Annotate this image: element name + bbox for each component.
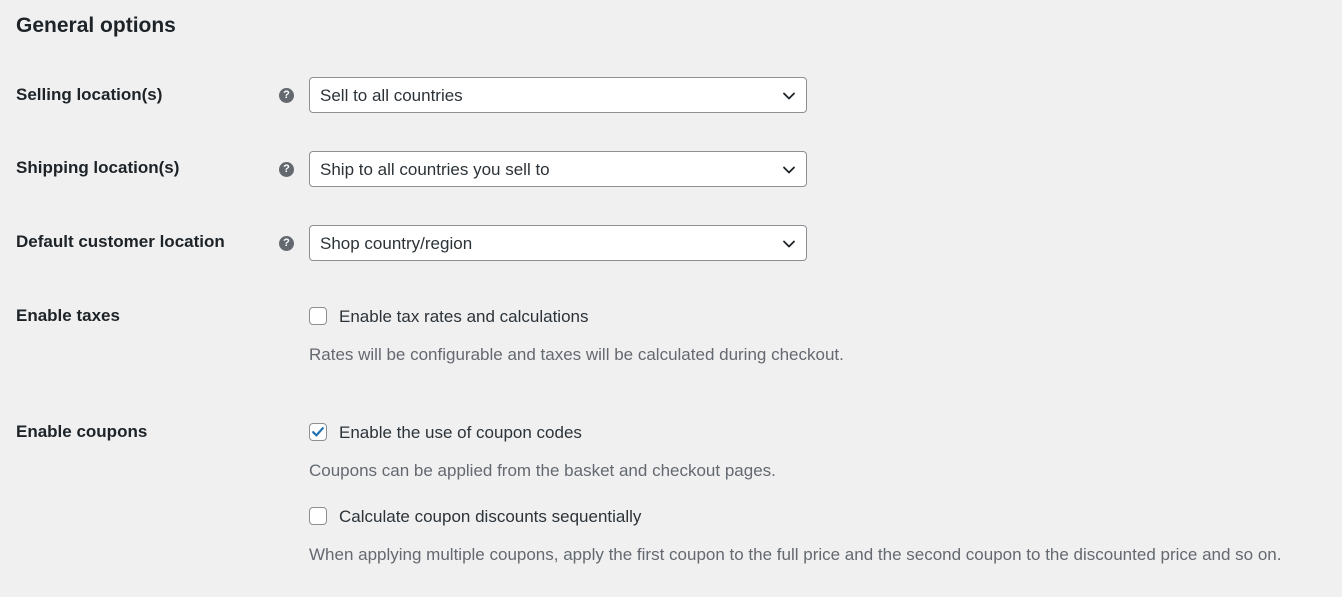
enable-taxes-label: Enable taxes xyxy=(16,306,120,325)
sequential-coupons-checkbox[interactable] xyxy=(309,507,327,525)
shipping-location-label: Shipping location(s) xyxy=(16,158,180,177)
chevron-down-icon xyxy=(782,163,796,177)
selling-location-select[interactable] xyxy=(309,77,807,113)
sequential-coupons-checkbox-label[interactable]: Calculate coupon discounts sequentially xyxy=(339,507,642,526)
sequential-coupons-description: When applying multiple coupons, apply the first coupon to the full price and the second coupon to the discounted price and so on. xyxy=(309,545,1282,564)
help-icon[interactable]: ? xyxy=(279,162,294,177)
enable-taxes-checkbox-label[interactable]: Enable tax rates and calculations xyxy=(339,307,589,326)
section-title: General options xyxy=(16,14,176,37)
default-customer-location-select[interactable] xyxy=(309,225,807,261)
enable-taxes-checkbox[interactable] xyxy=(309,307,327,325)
selling-location-value: Sell to all countries xyxy=(320,86,463,105)
enable-taxes-description: Rates will be configurable and taxes will be calculated during checkout. xyxy=(309,345,844,364)
enable-coupon-codes-checkbox-label[interactable]: Enable the use of coupon codes xyxy=(339,423,582,442)
enable-coupons-label: Enable coupons xyxy=(16,422,148,441)
checkmark-icon xyxy=(311,425,325,439)
enable-coupon-codes-description: Coupons can be applied from the basket and checkout pages. xyxy=(309,461,776,480)
selling-location-label: Selling location(s) xyxy=(16,85,163,104)
help-icon[interactable]: ? xyxy=(279,88,294,103)
shipping-location-select[interactable] xyxy=(309,151,807,187)
default-customer-location-value: Shop country/region xyxy=(320,234,473,253)
chevron-down-icon xyxy=(782,89,796,103)
shipping-location-value: Ship to all countries you sell to xyxy=(320,160,550,179)
enable-coupon-codes-checkbox[interactable] xyxy=(309,423,327,441)
default-customer-location-label: Default customer location xyxy=(16,232,225,251)
help-icon[interactable]: ? xyxy=(279,236,294,251)
chevron-down-icon xyxy=(782,237,796,251)
